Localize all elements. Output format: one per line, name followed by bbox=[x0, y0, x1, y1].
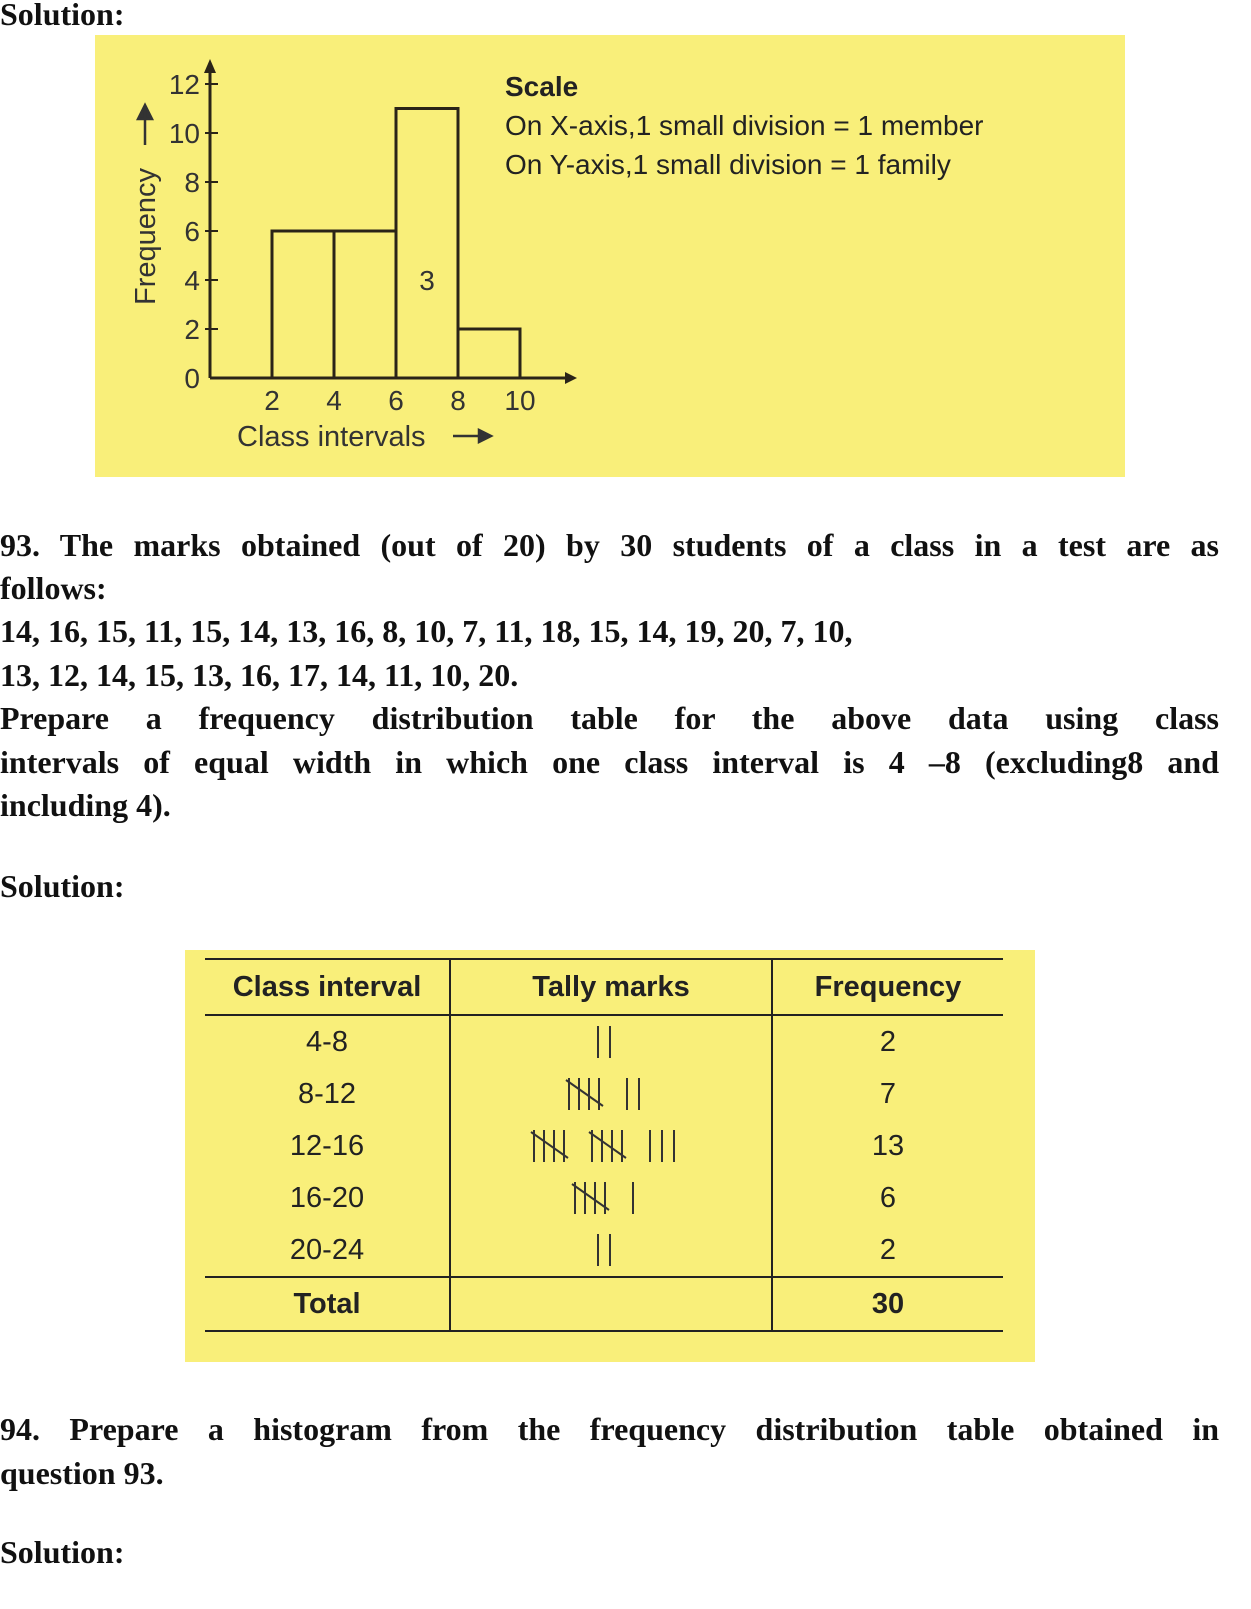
frequency-cell: 7 bbox=[879, 1077, 897, 1110]
x-tick-label: 6 bbox=[388, 385, 404, 416]
table-row bbox=[205, 1068, 1003, 1120]
q93-line1: 93. The marks obtained (out of 20) by 30 students of a class in a test are as bbox=[0, 527, 1219, 563]
tally-marks-icon bbox=[571, 1178, 651, 1218]
y-tick-label: 6 bbox=[184, 216, 200, 247]
tally-cell bbox=[450, 1172, 772, 1224]
tally-marks-icon bbox=[594, 1022, 628, 1062]
class-interval-cell: 16-20 bbox=[289, 1181, 365, 1214]
q94-solution-label: Solution: bbox=[0, 1534, 125, 1570]
y-label-arrow bbox=[138, 105, 152, 145]
x-axis-arrow bbox=[565, 372, 577, 384]
scale-x-text: On X-axis,1 small division = 1 member bbox=[505, 110, 984, 141]
y-axis-label: Frequency bbox=[130, 167, 162, 305]
tally-marks-icon bbox=[594, 1230, 628, 1270]
frequency-cell: 6 bbox=[879, 1181, 897, 1214]
frequency-cell: 2 bbox=[879, 1233, 897, 1266]
q94-line2: question 93. bbox=[0, 1455, 164, 1491]
y-axis-arrow bbox=[204, 59, 216, 73]
scale-y-text: On Y-axis,1 small division = 1 family bbox=[505, 149, 951, 180]
x-tick-label: 8 bbox=[450, 385, 466, 416]
x-axis-label: Class intervals bbox=[237, 421, 426, 453]
bar-annotation: 3 bbox=[419, 265, 435, 296]
frequency-cell: 13 bbox=[871, 1129, 905, 1162]
q93-data-line2: 13, 12, 14, 15, 13, 16, 17, 14, 11, 10, 20. bbox=[0, 657, 519, 693]
y-tick-label: 10 bbox=[168, 118, 200, 149]
class-interval-cell: 12-16 bbox=[289, 1129, 365, 1162]
tally-cell bbox=[450, 1015, 772, 1068]
scale-title: Scale bbox=[505, 71, 579, 102]
q93-line2: follows: bbox=[0, 570, 107, 606]
total-label: Total bbox=[205, 1277, 450, 1331]
histogram-panel bbox=[95, 35, 1125, 477]
y-tick-label: 12 bbox=[168, 69, 200, 100]
total-row bbox=[205, 1277, 1003, 1331]
q94-line1: 94. Prepare a histogram from the frequency distribution table obtained in bbox=[0, 1411, 1219, 1447]
frequency-table bbox=[205, 958, 1003, 1332]
y-tick-label: 2 bbox=[184, 314, 200, 345]
total-value: 30 bbox=[772, 1277, 1003, 1331]
q93-line7: including 4). bbox=[0, 787, 171, 823]
q93-line6: intervals of equal width in which one class interval is 4 –8 (excluding8 and bbox=[0, 744, 1219, 780]
table-row bbox=[205, 1015, 1003, 1068]
tally-marks-icon bbox=[530, 1126, 692, 1166]
y-tick-label: 4 bbox=[184, 265, 200, 296]
class-interval-cell: 8-12 bbox=[297, 1077, 357, 1110]
table-row bbox=[205, 1224, 1003, 1277]
histogram-bar bbox=[458, 329, 520, 378]
header-tally-marks: Tally marks bbox=[450, 959, 772, 1015]
q93-data-line1: 14, 16, 15, 11, 15, 14, 13, 16, 8, 10, 7, 11, 18, 15, 14, 19, 20, 7, 10, bbox=[0, 613, 853, 649]
y-tick-label: 0 bbox=[184, 363, 200, 394]
scale-legend bbox=[505, 67, 984, 184]
y-tick-label: 8 bbox=[184, 167, 200, 198]
x-tick-label: 10 bbox=[504, 385, 536, 416]
histogram-bar bbox=[272, 231, 334, 378]
solution-label: Solution: bbox=[0, 0, 125, 32]
histogram-bar bbox=[396, 109, 458, 379]
header-frequency: Frequency bbox=[772, 959, 1003, 1015]
class-interval-cell: 4-8 bbox=[306, 1025, 348, 1058]
tally-cell bbox=[450, 1068, 772, 1120]
class-interval-cell: 20-24 bbox=[289, 1233, 365, 1266]
histogram-bar bbox=[334, 231, 396, 378]
table-row bbox=[205, 1172, 1003, 1224]
header-class-interval: Class interval bbox=[205, 959, 450, 1015]
q93-line5: Prepare a frequency distribution table for the above data using class bbox=[0, 700, 1219, 736]
x-tick-label: 2 bbox=[264, 385, 280, 416]
table-row bbox=[205, 1120, 1003, 1172]
q93-solution-label: Solution: bbox=[0, 868, 125, 904]
frequency-cell: 2 bbox=[879, 1025, 897, 1058]
x-label-arrow bbox=[453, 430, 491, 442]
frequency-table-panel bbox=[185, 950, 1035, 1362]
x-tick-label: 4 bbox=[326, 385, 342, 416]
total-tally-cell bbox=[450, 1277, 772, 1331]
tally-cell bbox=[450, 1120, 772, 1172]
tally-marks-icon bbox=[565, 1074, 657, 1114]
tally-cell bbox=[450, 1224, 772, 1277]
